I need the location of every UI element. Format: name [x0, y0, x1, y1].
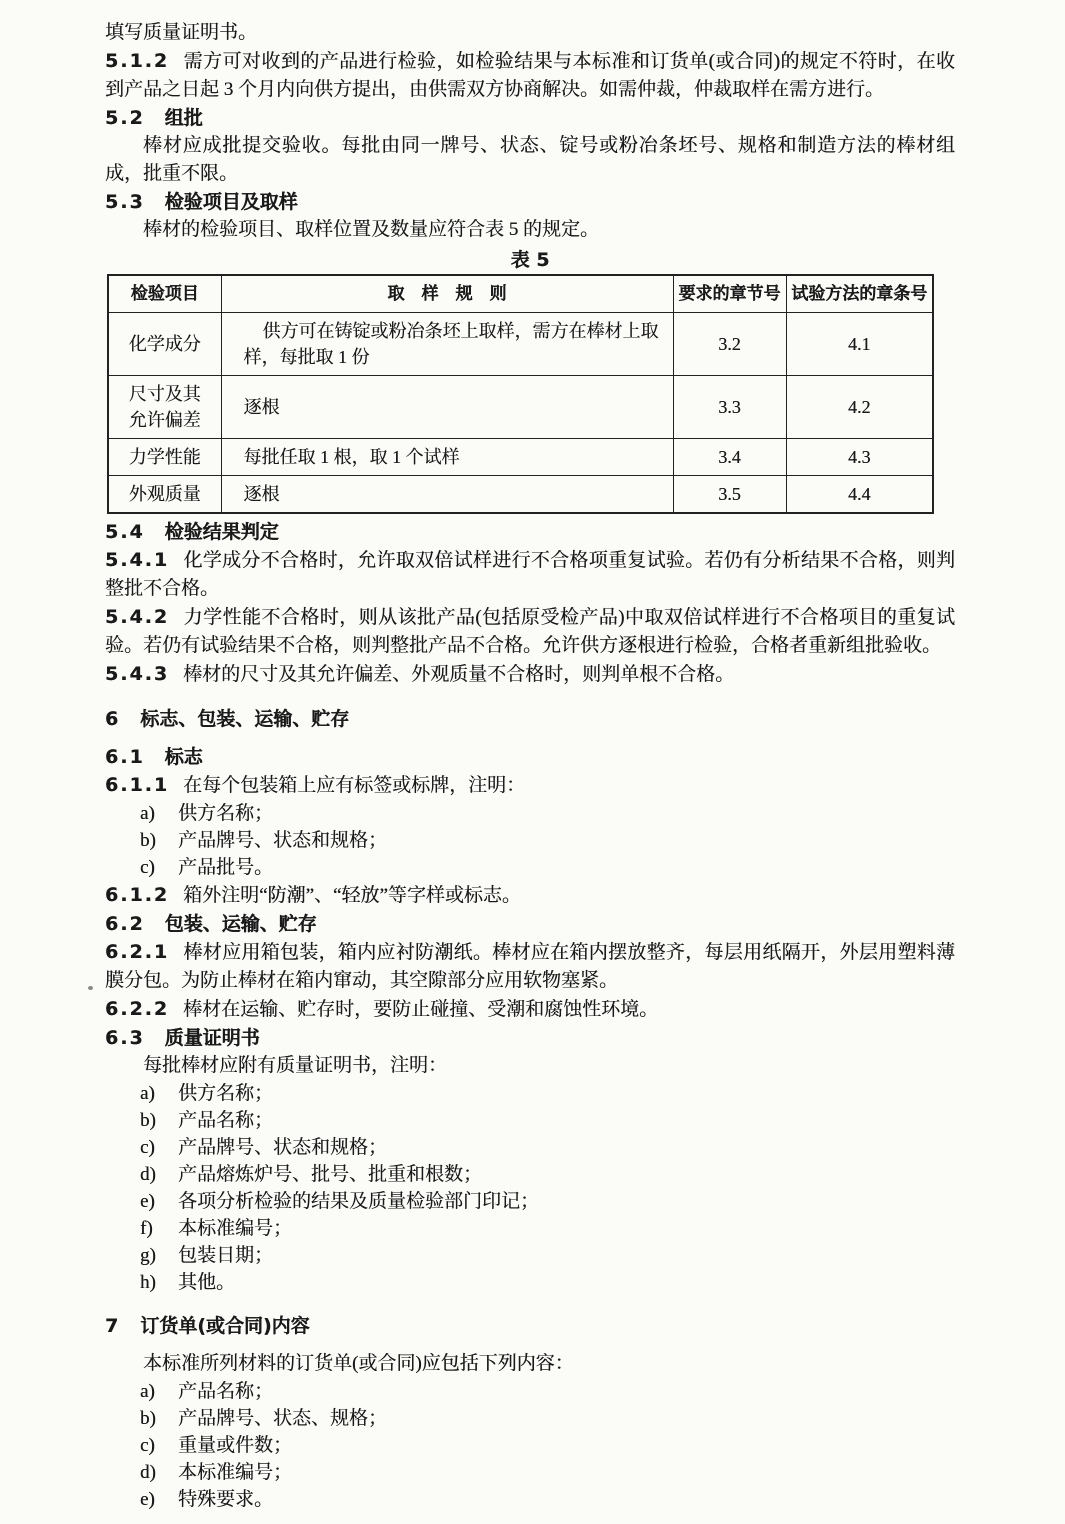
header-sampling-rule: 取 样 规 则 [221, 275, 673, 313]
clause-5-4-3 [105, 660, 955, 689]
list-item-text: 本标准编号； [178, 1462, 293, 1483]
header-requirement-clause: 要求的章节号 [673, 275, 786, 313]
clause-6-2-2 [105, 995, 955, 1024]
clause-text: 棒材的尺寸及其允许偏差、外观质量不合格时，则判单根不合格。 [183, 664, 735, 685]
cell-item: 外观质量 [108, 476, 221, 514]
cell-item: 力学性能 [108, 439, 221, 476]
list-item-text: 供方名称； [178, 1083, 274, 1104]
cell-rule: 每批任取 1 根，取 1 个试样 [221, 439, 673, 476]
list-item [105, 1242, 955, 1269]
heading-title: 标志 [164, 746, 203, 768]
clause-number: 6.1.1 [105, 774, 170, 796]
cell-method: 4.2 [786, 376, 933, 439]
clause-5-4-1 [105, 546, 955, 603]
section-heading-7 [105, 1312, 955, 1340]
list-item [105, 854, 955, 881]
heading-title: 检验项目及取样 [164, 191, 298, 213]
list-item-text: 产品牌号、状态和规格； [178, 1137, 388, 1158]
clause-text: 力学性能不合格时，则从该批产品(包括原受检产品)中取双倍试样进行不合格项目的重复试验。若仍有试验结果不合格，则判整批产品不合格。允许供方逐根进行检验，合格者重新组批验收。 [105, 607, 955, 656]
cell-requirement: 3.3 [673, 376, 786, 439]
clause-text: 在每个包装箱上应有标签或标牌，注明： [183, 775, 526, 796]
list-item [105, 827, 955, 854]
heading-number: 6.2 [105, 913, 145, 935]
clause-number: 6.2.1 [105, 941, 170, 963]
section-heading-6 [105, 705, 955, 733]
list-item [105, 1188, 955, 1215]
list-item [105, 1269, 955, 1296]
list-item [105, 800, 955, 827]
section-number: 7 [105, 1315, 121, 1337]
section-title: 订货单(或合同)内容 [140, 1315, 310, 1337]
cell-method: 4.1 [786, 313, 933, 376]
heading-number: 6.3 [105, 1027, 145, 1049]
list-item [105, 1215, 955, 1242]
list-item-text: 各项分析检验的结果及质量检验部门印记； [178, 1191, 540, 1212]
list-item-text: 包装日期； [178, 1245, 274, 1266]
list-marker: b) [140, 830, 156, 851]
list-item [105, 1107, 955, 1134]
section-number: 6 [105, 708, 121, 730]
header-test-method-clause: 试验方法的章条号 [786, 275, 933, 313]
list-item-text: 本标准编号； [178, 1218, 293, 1239]
list-marker: e) [140, 1489, 155, 1510]
list-item [105, 1080, 955, 1107]
list-item-text: 产品熔炼炉号、批号、批重和根数； [178, 1164, 483, 1185]
cell-requirement: 3.5 [673, 476, 786, 514]
list-item [105, 1486, 955, 1513]
list-marker: b) [140, 1408, 156, 1429]
list-marker: f) [140, 1218, 153, 1239]
list-item-text: 其他。 [178, 1272, 236, 1293]
clause-text: 棒材在运输、贮存时，要防止碰撞、受潮和腐蚀性环境。 [183, 999, 659, 1020]
list-item-text: 产品批号。 [178, 857, 274, 878]
table-row [108, 476, 933, 514]
list-item [105, 1134, 955, 1161]
clause-number: 6.1.2 [105, 884, 170, 906]
paragraph-5-2: 棒材应成批提交验收。每批由同一牌号、状态、锭号或粉冶条坯号、规格和制造方法的棒材组成，批重不限。 [105, 135, 955, 184]
clause-text: 需方可对收到的产品进行检验，如检验结果与本标准和订货单(或合同)的规定不符时，在收到产品之日起 3 个月内向供方提出，由供需双方协商解决。如需仲裁，仲裁取样在需方进行。 [105, 51, 955, 100]
document-content [105, 19, 955, 1513]
clause-number: 6.2.2 [105, 998, 170, 1020]
list-item-text: 产品名称； [178, 1381, 274, 1402]
list-marker: e) [140, 1191, 155, 1212]
clause-6-1-2 [105, 881, 955, 910]
list-marker: d) [140, 1164, 156, 1185]
heading-6-1 [105, 743, 955, 771]
heading-number: 5.3 [105, 191, 145, 213]
clause-5-1-2 [105, 47, 955, 104]
heading-5-3 [105, 188, 955, 216]
list-marker: c) [140, 1435, 155, 1456]
table-caption: 表 5 [510, 249, 550, 271]
clause-number: 5.4.2 [105, 606, 170, 628]
paragraph-5-3: 棒材的检验项目、取样位置及数量应符合表 5 的规定。 [143, 219, 600, 240]
clause-text: 棒材应用箱包装，箱内应衬防潮纸。棒材应在箱内摆放整齐，每层用纸隔开，外层用塑料薄膜分包。为防止棒材在箱内窜动，其空隙部分应用软物塞紧。 [105, 942, 955, 991]
list-marker: a) [140, 1381, 155, 1402]
list-marker: g) [140, 1245, 156, 1266]
cell-requirement: 3.4 [673, 439, 786, 476]
list-item [105, 1405, 955, 1432]
section-title: 标志、包装、运输、贮存 [140, 708, 350, 730]
list-marker: a) [140, 1083, 155, 1104]
cell-method: 4.4 [786, 476, 933, 514]
list-item [105, 1459, 955, 1486]
clause-5-4-2 [105, 603, 955, 660]
heading-title: 包装、运输、贮存 [164, 913, 317, 935]
clause-number: 5.4.1 [105, 549, 170, 571]
heading-5-2 [105, 104, 955, 132]
heading-title: 质量证明书 [164, 1027, 260, 1049]
list-marker: d) [140, 1462, 156, 1483]
clause-number: 5.4.3 [105, 663, 170, 685]
list-item-text: 特殊要求。 [178, 1489, 274, 1510]
heading-6-3 [105, 1024, 955, 1052]
table-header-row [108, 275, 933, 313]
paragraph-6-3: 每批棒材应附有质量证明书，注明： [143, 1055, 448, 1076]
heading-6-2 [105, 910, 955, 938]
header-inspection-item: 检验项目 [108, 275, 221, 313]
list-item-text: 供方名称； [178, 803, 274, 824]
heading-number: 6.1 [105, 746, 145, 768]
list-item-text: 产品牌号、状态和规格； [178, 830, 388, 851]
paragraph-7: 本标准所列材料的订货单(或合同)应包括下列内容： [143, 1353, 574, 1374]
list-item-text: 产品牌号、状态、规格； [178, 1408, 388, 1429]
clause-6-1-1 [105, 771, 955, 800]
list-item-text: 产品名称； [178, 1110, 274, 1131]
list-marker: a) [140, 803, 155, 824]
table-row [108, 439, 933, 476]
heading-title: 检验结果判定 [164, 521, 279, 543]
table-row [108, 376, 933, 439]
list-marker: h) [140, 1272, 156, 1293]
cell-method: 4.3 [786, 439, 933, 476]
clause-text: 箱外注明“防潮”、“轻放”等字样或标志。 [183, 885, 521, 906]
heading-number: 5.4 [105, 521, 145, 543]
cell-rule: 逐根 [221, 376, 673, 439]
heading-title: 组批 [164, 107, 203, 129]
list-item [105, 1432, 955, 1459]
scan-artifact-dot [88, 986, 93, 990]
list-item [105, 1161, 955, 1188]
cell-rule: 逐根 [221, 476, 673, 514]
list-item-text: 重量或件数； [178, 1435, 293, 1456]
cell-rule: 供方可在铸锭或粉冶条坯上取样，需方在棒材上取样，每批取 1 份 [221, 313, 673, 376]
clause-number: 5.1.2 [105, 50, 170, 72]
table-row [108, 313, 933, 376]
list-marker: c) [140, 1137, 155, 1158]
clause-6-2-1 [105, 938, 955, 995]
clause-text: 化学成分不合格时，允许取双倍试样进行不合格项重复试验。若仍有分析结果不合格，则判整批不合格。 [105, 550, 955, 599]
list-marker: c) [140, 857, 155, 878]
table-5 [107, 274, 934, 514]
list-item [105, 1378, 955, 1405]
paragraph-continuation: 填写质量证明书。 [105, 22, 258, 43]
cell-item: 尺寸及其允许偏差 [108, 376, 221, 439]
heading-number: 5.2 [105, 107, 145, 129]
cell-item: 化学成分 [108, 313, 221, 376]
heading-5-4 [105, 518, 955, 546]
list-marker: b) [140, 1110, 156, 1131]
cell-requirement: 3.2 [673, 313, 786, 376]
